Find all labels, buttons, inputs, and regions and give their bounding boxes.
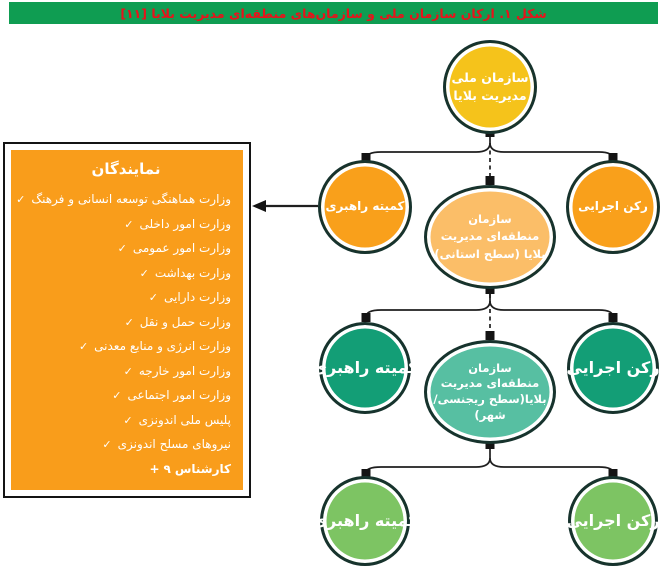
representative-label: وزارت حمل و نقل [139, 314, 231, 329]
list-item [16, 192, 231, 217]
list-item [21, 217, 231, 242]
node-steering-committee-provincial [318, 160, 412, 254]
experts-label: کارشناس [174, 461, 231, 476]
check-icon: ✓ [117, 242, 127, 255]
check-icon: ✓ [124, 315, 134, 329]
node-executive-branch-provincial [566, 160, 660, 254]
node-regional-org-regency-city [424, 340, 556, 444]
node-label: رکن اجرایی [566, 511, 660, 531]
representative-label: وزارت دارایی [164, 290, 231, 304]
check-icon: ✓ [123, 413, 133, 427]
list-item [21, 437, 231, 462]
check-icon: ✓ [102, 438, 112, 451]
check-icon: ✓ [139, 266, 149, 280]
node-label-line: شهر) [474, 407, 506, 422]
check-icon: ✓ [16, 193, 26, 206]
representatives-title: نمایندگان [91, 160, 161, 178]
node-label-line: سازمان [468, 360, 512, 375]
representatives-list [16, 192, 231, 462]
check-icon: ✓ [123, 364, 133, 378]
node-executive-branch-city [568, 476, 658, 566]
node-label: رکن اجرایی [578, 199, 648, 214]
list-item [21, 413, 231, 438]
node-executive-branch-regency [567, 322, 659, 414]
list-item [21, 241, 231, 266]
check-icon: ✓ [124, 217, 134, 231]
node-label-line: سازمان [468, 212, 512, 227]
list-item [21, 364, 231, 389]
node-regional-org-provincial [424, 185, 556, 289]
node-national-disaster-org [443, 40, 537, 134]
node-steering-committee-city [312, 476, 418, 566]
list-item [21, 339, 231, 364]
representative-label: وزارت انرژی و منابع معدنی [94, 339, 231, 353]
experts-footnote [21, 462, 231, 486]
node-label-line: بلایا(سطح ریجنسی/ [433, 392, 547, 406]
node-label-line: منطقه‌ای مدیریت [440, 229, 540, 244]
list-item [21, 315, 231, 340]
representative-label: پلیس ملی اندونزی [138, 412, 231, 427]
representative-label: نیروهای مسلح اندونزی [117, 437, 231, 451]
list-item [21, 266, 231, 291]
figure-caption-bar [9, 2, 658, 24]
list-item [21, 290, 231, 315]
check-icon: ✓ [112, 389, 122, 402]
check-icon: ✓ [148, 291, 159, 304]
representative-label: وزارت امور داخلی [139, 216, 231, 231]
check-icon: ✓ [78, 340, 89, 353]
plus-sign: + [149, 461, 160, 476]
node-steering-committee-regency [312, 322, 418, 414]
representative-label: وزارت امور عمومی [132, 241, 231, 255]
node-label-line: بلایا (سطح استانی) [434, 246, 546, 261]
experts-count: ۹ [163, 461, 171, 476]
list-item [21, 388, 231, 413]
node-label: کمیته راهبری [312, 358, 418, 378]
node-label: کمیته راهبری [312, 511, 418, 531]
node-label: رکن اجرایی [566, 358, 660, 378]
node-label-line: مدیریت بلایا [453, 88, 527, 103]
figure-caption: شکل ۱. ارکان سازمان ملی و سازمان‌های منطقه‌ای مدیریت بلایا [۱۱] [120, 5, 547, 21]
arrow-head [252, 200, 266, 212]
node-label-line: منطقه‌ای مدیریت [440, 376, 540, 391]
representative-label: وزارت امور خارجه [138, 363, 231, 378]
representatives-box [3, 142, 251, 498]
node-label: کمیته راهبری [325, 199, 405, 214]
representative-label: وزارت امور اجتماعی [127, 388, 231, 402]
representative-label: وزارت بهداشت [154, 265, 231, 280]
node-label-line: سازمان ملی [451, 69, 529, 85]
representatives-panel [11, 150, 243, 490]
representative-label: وزارت هماهنگی توسعه انسانی و فرهنگ [31, 192, 231, 206]
